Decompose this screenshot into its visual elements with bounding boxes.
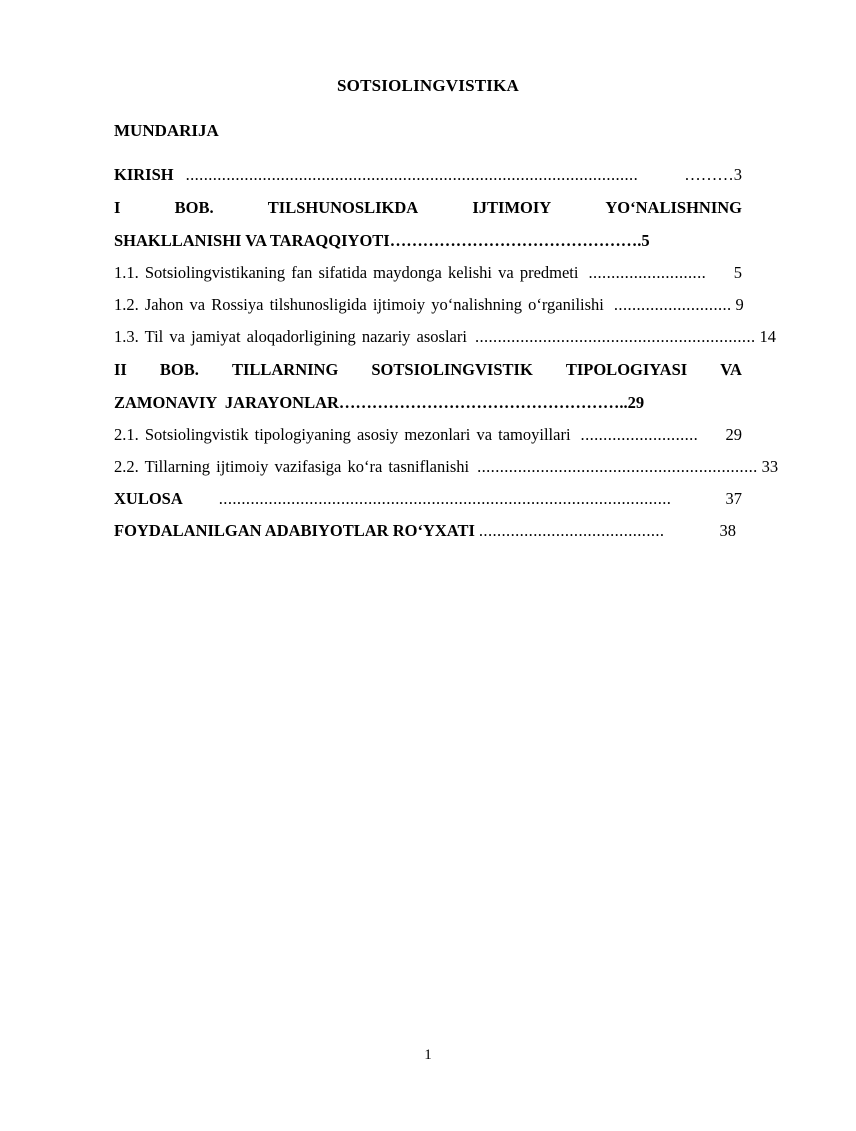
toc-page-number: 3 xyxy=(733,165,742,184)
page-number: 1 xyxy=(424,1047,432,1063)
document-title: SOTSIOLINGVISTIKA xyxy=(337,76,519,95)
toc-entry-chapter2[interactable] xyxy=(114,360,742,380)
toc-page-number: 37 xyxy=(725,489,742,508)
toc-entry-label: ZAMONAVIY JARAYONLAR xyxy=(114,393,339,412)
toc-chapter-word: VA xyxy=(720,360,742,379)
toc-entry-label: 2.2. Tillarning ijtimoiy vazifasiga ko‘ra tasniflanishi xyxy=(114,457,470,476)
toc-entry-label: FOYDALANILGAN ADABIYOTLAR RO‘YXATI xyxy=(114,521,475,540)
toc-dot-leader: .............................................................. xyxy=(477,457,758,476)
toc-entry-label: SHAKLLANISHI VA TARAQQIYOTI xyxy=(114,231,390,250)
toc-page-number: 38 xyxy=(719,521,736,540)
toc-page-number: 29 xyxy=(725,425,742,444)
toc-entry-chapter1[interactable] xyxy=(114,198,742,218)
toc-entry-references[interactable] xyxy=(114,521,736,541)
toc-page-number: 14 xyxy=(759,327,777,346)
toc-entry-2-1[interactable] xyxy=(114,425,742,445)
toc-entry-label: 1.2. Jahon va Rossiya tilshunosligida ijtimoiy yo‘nalishning o‘rganilishi xyxy=(114,295,604,314)
toc-dot-leader: .................................................................................................... xyxy=(218,489,672,508)
toc-entry-2-2[interactable] xyxy=(114,457,779,477)
toc-chapter-word: TILLARNING xyxy=(231,360,339,379)
toc-dot-leader: .................................................................................................... xyxy=(185,165,639,184)
toc-dot-leader: ………………………………………. xyxy=(389,231,642,250)
toc-chapter-word: I xyxy=(114,198,121,217)
toc-chapter-word: TIPOLOGIYASI xyxy=(565,360,688,379)
toc-entry-1-1[interactable] xyxy=(114,263,742,283)
toc-entry-chapter1-continuation xyxy=(114,231,742,251)
toc-dot-leader: …………………………………………….. xyxy=(338,393,628,412)
toc-chapter-word: II xyxy=(114,360,127,379)
toc-page-number: 5 xyxy=(641,231,650,250)
toc-chapter-word: BOB. xyxy=(159,360,199,379)
toc-dot-leader: .......................... xyxy=(580,425,699,444)
contents-heading: MUNDARIJA xyxy=(114,121,219,140)
toc-entry-1-3[interactable] xyxy=(114,327,777,347)
toc-dot-leader: .......................... xyxy=(588,263,707,282)
toc-entry-label: KIRISH xyxy=(114,165,174,184)
toc-entry-1-2[interactable] xyxy=(114,295,742,315)
toc-chapter-word: YO‘NALISHNING xyxy=(605,198,742,217)
toc-page-number: 33 xyxy=(761,457,779,476)
toc-dot-leader: ……… xyxy=(684,165,734,184)
toc-dot-leader: .......................... xyxy=(613,295,732,314)
toc-chapter-word: BOB. xyxy=(174,198,214,217)
toc-dot-leader: ......................................... xyxy=(478,521,665,540)
toc-entry-label: 2.1. Sotsiolingvistik tipologiyaning asosiy mezonlari va tamoyillari xyxy=(114,425,571,444)
toc-page-number: 5 xyxy=(733,263,742,282)
toc-entry-label: XULOSA xyxy=(114,489,183,508)
toc-entry-chapter2-continuation xyxy=(114,393,742,413)
toc-chapter-word: SOTSIOLINGVISTIK xyxy=(371,360,533,379)
toc-entry-intro[interactable] xyxy=(114,165,742,185)
toc-chapter-word: IJTIMOIY xyxy=(472,198,552,217)
toc-dot-leader: .............................................................. xyxy=(474,327,756,346)
toc-page-number: 9 xyxy=(735,295,744,314)
toc-entry-conclusion[interactable] xyxy=(114,489,742,509)
toc-chapter-word: TILSHUNOSLIKDA xyxy=(267,198,419,217)
toc-entry-label: 1.3. Til va jamiyat aloqadorligining nazariy asoslari xyxy=(114,327,467,346)
toc-entry-label: 1.1. Sotsiolingvistikaning fan sifatida maydonga kelishi va predmeti xyxy=(114,263,579,282)
toc-page-number: 29 xyxy=(627,393,645,412)
